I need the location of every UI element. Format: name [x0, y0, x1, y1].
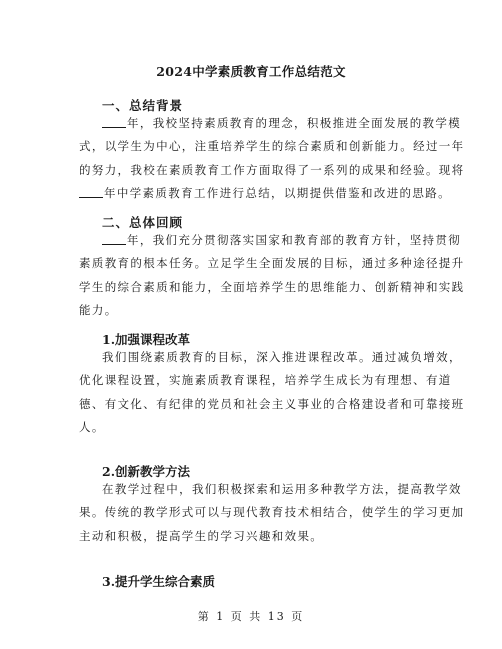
subsection-heading-curriculum: 1.加强课程改革: [102, 332, 191, 347]
year-blank: [102, 232, 126, 245]
section-paragraph-review: [79, 229, 465, 323]
paragraph-line: 我们围绕素质教育的目标，深入推进课程改革。通过减负增效，: [102, 350, 462, 364]
page-footer: 第 1 页 共 13 页: [197, 610, 305, 623]
paragraph-line: 年，我们充分贯彻落实国家和教育部的教育方针，坚持贯彻: [79, 229, 424, 252]
paragraph-line: 素质教育的根本任务。立足学生全面发展的目标，通过多种途径提升: [79, 256, 465, 271]
section-heading-background: 一、总结背景: [102, 98, 184, 113]
paragraph-line: 人。: [79, 420, 105, 435]
paragraph-line: 年，我校坚持素质教育的理念，积极推进全面发展的教学模: [79, 112, 424, 135]
section-paragraph-background: [79, 112, 465, 206]
year-blank: [102, 115, 126, 128]
document-title: 2024中学素质教育工作总结范文: [156, 64, 346, 79]
year-blank: [79, 185, 103, 198]
paragraph-line: 学生的综合素质和能力，全面培养学生的思维能力、创新精神和实践: [79, 279, 465, 294]
paragraph-line: 的努力，我校在素质教育工作方面取得了一系列的成果和经验。现将: [79, 162, 465, 177]
paragraph-line: 式，以学生为中心，注重培养学生的综合素质和创新能力。经过一年: [79, 139, 465, 154]
paragraph-line: 年中学素质教育工作进行总结，以期提供借鉴和改进的思路。: [79, 182, 424, 205]
subsection-heading-quality: 3.提升学生综合素质: [102, 574, 216, 589]
paragraph-line: 果。传统的教学形式可以与现代教育技术相结合，使学生的学习更加: [79, 505, 465, 520]
paragraph-line: 主动和积极，提高学生的学习兴趣和效果。: [79, 528, 324, 543]
subsection-paragraph-teaching: [79, 478, 465, 548]
paragraph-line: 能力。: [79, 303, 118, 318]
subsection-paragraph-curriculum: [79, 346, 465, 440]
paragraph-line: 优化课程设置，实施素质教育课程，培养学生成长为有理想、有道: [79, 373, 452, 388]
section-heading-review: 二、总体回顾: [102, 215, 184, 230]
paragraph-line: 德、有文化、有纪律的党员和社会主义事业的合格建设者和可靠接班: [79, 396, 465, 411]
paragraph-line: 在教学过程中，我们积极探索和运用多种教学方法，提高教学效: [102, 482, 462, 496]
subsection-heading-teaching: 2.创新教学方法: [102, 464, 191, 479]
